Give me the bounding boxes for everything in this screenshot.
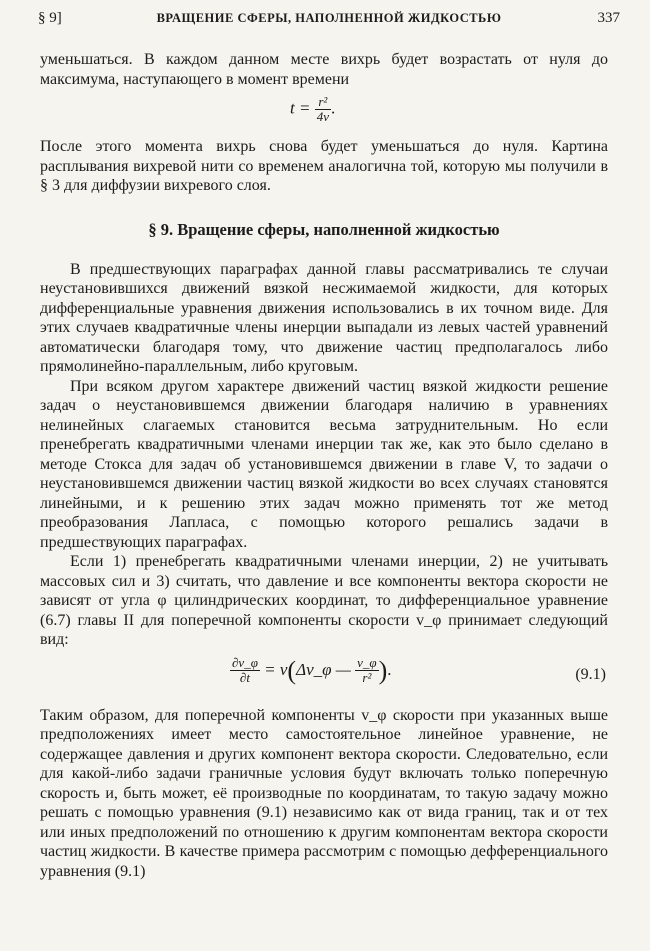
equation-label: (9.1) [575,665,606,683]
page-number: 337 [597,10,620,26]
formula-denominator: 4ν [316,109,329,124]
paragraph-2: При всяком другом характере движений частиц вязкой жидкости решение задач о неустановившемся движении благодаря наличию в уравнениях нелинейных слагаемых становится весьма затруднительным. Но если пренебрегать квадратичными членами инерции так же, как это было сделано в методе Стокса для задач об установившемся движении в главе V, то задачи о неустановившемся движении частиц вязкой жидкости во всех случаях становятся линейными, и к решению этих задач можно применять тот же метод преобразования Лапласа, с помощью которого решались задачи в предшествующих параграфах. [40,377,608,551]
eq-inner-fraction [355,656,378,685]
eq-lhs-fraction [230,656,260,685]
closing-paragraph: Таким образом, для поперечной компоненты v_φ скорости при указанных выше предположениях имеет место самостоятельное линейное уравнение, не содержащее давления и других компонент вектора скорости. Следовательно, если для какой-либо задачи граничные условия будут включать только поперечную скорость и, быть может, её производные по координатам, то такую задачу можно решать с помощью уравнения (9.1) независимо как от вида границ, так и от тех или иных предположений по отношению к другим компонентам вектора скорости частиц жидкости. В качестве примера рассмотрим с помощью дефференциального уравнения (9.1) [40,706,608,880]
intro-paragraph: уменьшаться. В каждом данном месте вихрь будет возрастать от нуля до максимума, наступающего в момент времени [40,51,608,88]
section-title: § 9. Вращение сферы, наполненной жидкостью [148,219,500,239]
header-title: ВРАЩЕНИЕ СФЕРЫ, НАПОЛНЕННОЙ ЖИДКОСТЬЮ [156,11,502,25]
formula-period: . [330,98,336,118]
eq-middle: = ν [264,659,288,679]
eq-close-paren: ) [378,655,388,685]
paragraph-3: Если 1) пренебрегать квадратичными членами инерции, 2) не учитывать массовых сил и 3) считать, что давление и все компоненты вектора скорости не зависят от угла φ цилиндрических координат, то дифференциальное уравнение (6.7) главы II для поперечной компоненты скорости v_φ принимает следующий вид: [40,553,608,648]
paragraph-1: В предшествующих параграфах данной главы рассматривались те случаи неустановившихся движений вязкой несжимаемой жидкости, для которых дифференциальные уравнения движения использовались в их точном виде. Для этих случаев квадратичные члены инерции выпадали из левых частей уравнений автоматически благодаря тому, что движение частиц предполагалось либо прямолинейно-параллельным, либо круговым. [40,260,608,375]
after-formula-paragraph: После этого момента вихрь снова будет уменьшаться до нуля. Картина расплывания вихревой нити со временем аналогична той, которую мы получили в § 3 для диффузии вихревого слоя. [40,138,608,194]
eq-inner-numerator: v_φ [357,655,377,670]
eq-inner: Δv_φ — [296,659,351,679]
formula-numerator: r² [318,94,328,109]
running-header [38,10,620,32]
eq-lhs-denominator: ∂t [230,670,260,685]
header-section-ref: § 9] [38,10,62,26]
page-body [40,50,608,881]
formula-fraction [315,95,331,124]
eq-inner-denominator: r² [355,670,378,685]
equation-9-1: $\frac{\partial v\_\varphi}{\partial t}$ = ν(Δv_φ — $\frac{v\_\varphi}{\text{r²}}$ ). (9.1) [232,655,606,685]
time-formula [40,89,608,137]
formula-lhs: t = [290,98,311,118]
eq-open-paren: ( [287,655,297,685]
eq-lhs-numerator: ∂v_φ [232,655,258,670]
